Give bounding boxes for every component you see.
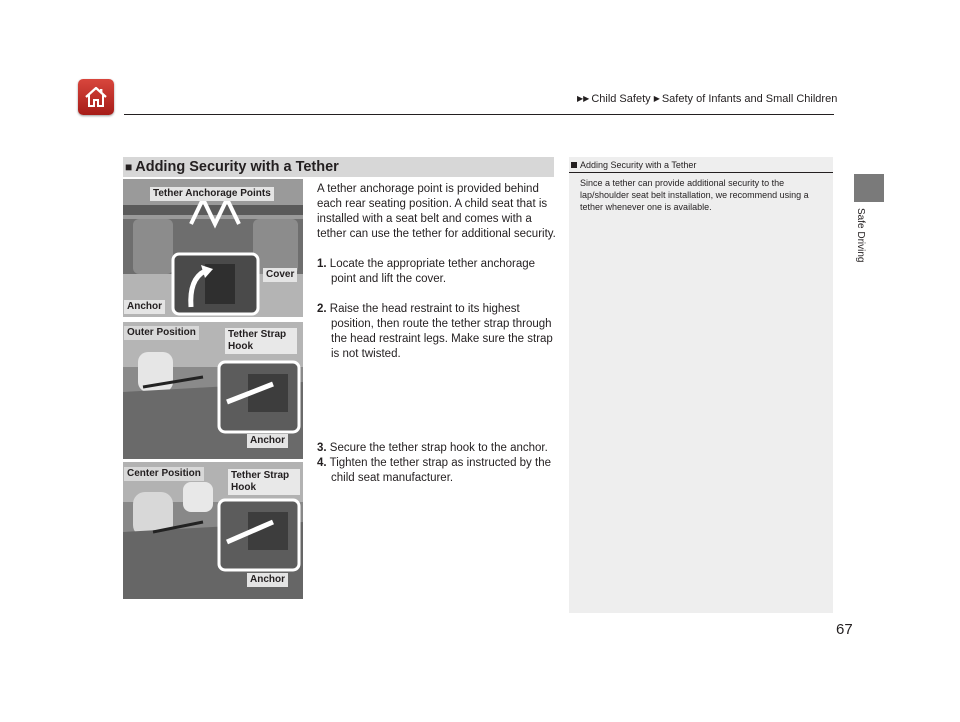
label-outer-position: Outer Position: [124, 326, 199, 340]
header-divider: [124, 114, 834, 115]
label-center-position: Center Position: [124, 467, 204, 481]
instructions: [317, 182, 557, 486]
label-cover: Cover: [263, 268, 297, 282]
label-tether-strap-hook: Tether Strap Hook: [228, 469, 300, 495]
note-marker-icon: [571, 162, 577, 168]
label-tether-strap-hook: Tether Strap Hook: [225, 328, 297, 354]
sidebar-title: Adding Security with a Tether: [569, 158, 833, 173]
label-anchor: Anchor: [247, 434, 288, 448]
intro-paragraph: A tether anchorage point is provided behind each rear seating position. A child seat that is installed with a seat belt and comes with a tether can use the tether for additional security.: [317, 183, 556, 240]
label-anchor: Anchor: [247, 573, 288, 587]
breadcrumb-item[interactable]: Child Safety: [591, 93, 651, 105]
step-4: 4. Tighten the tether strap as instructed by the child seat manufacturer.: [317, 457, 551, 484]
breadcrumb: [577, 93, 837, 105]
page-number: 67: [836, 621, 853, 638]
home-icon: [83, 84, 109, 110]
sidebar-note: [569, 157, 833, 613]
section-title: Adding Security with a Tether: [135, 159, 339, 175]
breadcrumb-arrow-icon: ▶: [653, 94, 660, 103]
step-3: 3. Secure the tether strap hook to the anchor.: [317, 442, 548, 454]
side-tab-label: Safe Driving: [855, 208, 866, 263]
label-tether-anchorage-points: Tether Anchorage Points: [150, 187, 274, 201]
square-bullet-icon: ■: [125, 160, 133, 174]
side-tab-marker[interactable]: [854, 174, 884, 202]
breadcrumb-arrow-icon: ▶▶: [577, 94, 590, 103]
label-anchor: Anchor: [124, 300, 165, 314]
home-button[interactable]: [78, 79, 114, 115]
step-1: 1. Locate the appropriate tether anchorage point and lift the cover.: [317, 258, 536, 285]
breadcrumb-item[interactable]: Safety of Infants and Small Children: [661, 93, 838, 105]
section-heading: [123, 157, 554, 177]
sidebar-text: Since a tether can provide additional security to the lap/shoulder seat belt installation, we recommend using a tether whenever one is available.: [580, 178, 809, 212]
step-2: 2. Raise the head restraint to its highest position, then route the tether strap through the head restraint legs. Make sure the strap is not twisted.: [317, 303, 553, 360]
